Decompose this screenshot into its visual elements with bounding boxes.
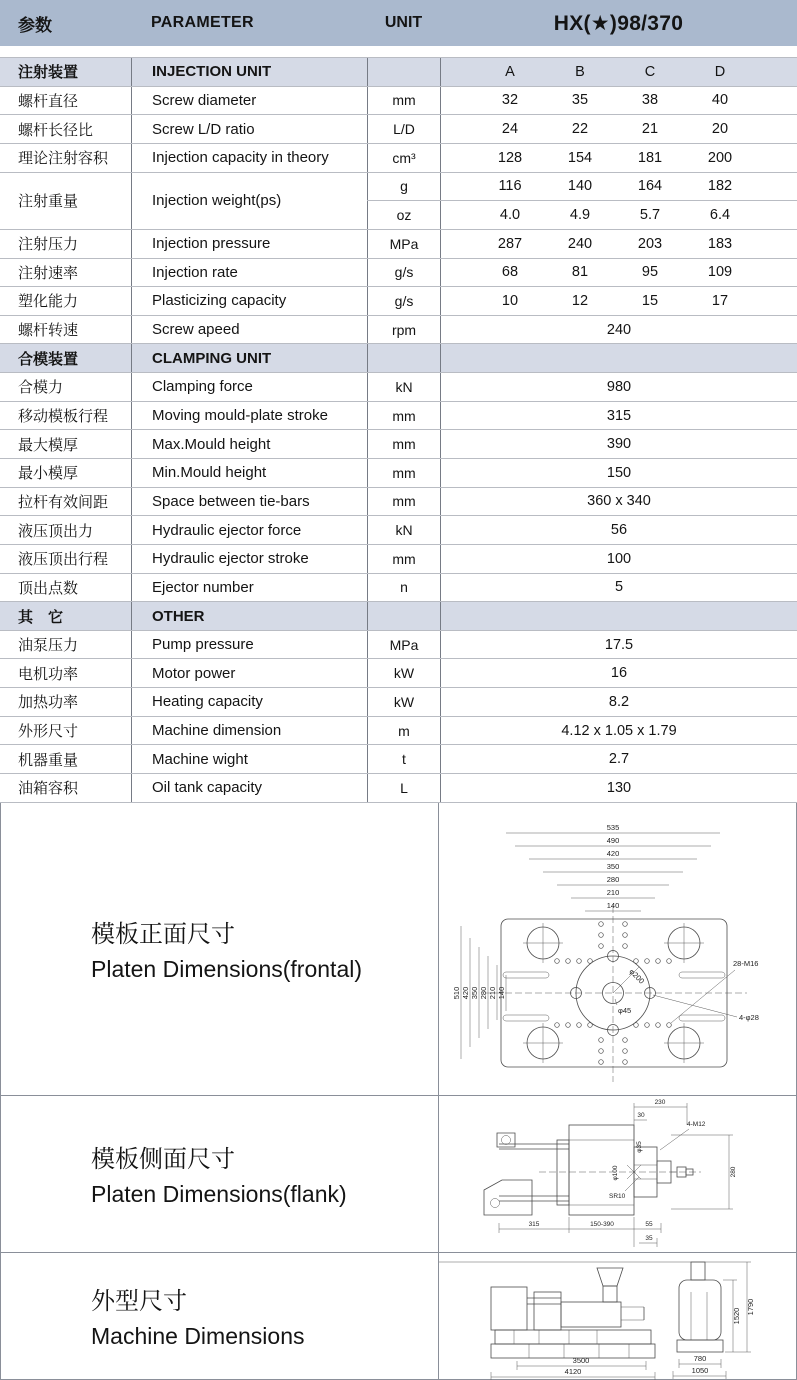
unit-cell: mm	[367, 459, 440, 487]
machine-title-cn: 外型尺寸	[91, 1288, 187, 1316]
param-name-en: Injection weight(ps)	[131, 173, 367, 229]
value-span: 56	[440, 516, 797, 544]
column-letters	[440, 58, 797, 86]
dim-label: 210	[606, 888, 620, 898]
unit-cell: mm	[367, 87, 440, 115]
value-span: 100	[440, 545, 797, 573]
dim-label: 315	[528, 1221, 540, 1229]
table-row	[0, 230, 797, 259]
table-row	[0, 402, 797, 431]
unit-cell: g/s	[367, 259, 440, 287]
frontal-platen-label	[1, 803, 439, 1095]
table-row	[0, 488, 797, 517]
row-values	[440, 287, 797, 315]
value-cell: 200	[707, 149, 733, 166]
unit-cell: g/s	[367, 287, 440, 315]
value-cell: 109	[707, 264, 733, 281]
phi100-label: φ100	[612, 1165, 619, 1181]
param-name-cn: 移动模板行程	[18, 408, 109, 426]
section-name-en: OTHER	[131, 602, 367, 630]
section-row	[0, 58, 797, 87]
param-name-cn: 螺杆长径比	[18, 121, 94, 139]
param-name-cn: 拉杆有效间距	[18, 493, 109, 511]
dual-unit-row	[367, 173, 797, 202]
flank-platen-diagram	[439, 1095, 796, 1252]
param-name-cn: 最小模厚	[18, 465, 79, 483]
dim-label: 1050	[691, 1365, 709, 1375]
value-cell: 21	[641, 121, 659, 138]
param-name-cn: 电机功率	[18, 665, 79, 683]
value-cell: 4.0	[499, 207, 521, 224]
machine-dims-art	[439, 1253, 796, 1379]
param-name-en: Machine wight	[131, 745, 367, 773]
phi35-label: φ35	[636, 1141, 643, 1153]
row-values	[440, 259, 797, 287]
table-row	[0, 144, 797, 173]
unit-cell: mm	[367, 402, 440, 430]
dim-label: 420	[606, 849, 620, 859]
value-span: 130	[440, 774, 797, 802]
row-values	[440, 173, 797, 201]
machine-dims-label	[1, 1253, 439, 1379]
param-name-cn: 液压顶出行程	[18, 551, 109, 569]
flank-platen-block	[1, 1096, 796, 1253]
dim-label: 140	[497, 986, 506, 1000]
unit-cell: mm	[367, 488, 440, 516]
table-row	[0, 287, 797, 316]
row-values	[440, 87, 797, 115]
value-cell: 287	[497, 235, 523, 252]
param-name-cn: 合模力	[18, 379, 64, 397]
param-name-en: Injection rate	[131, 259, 367, 287]
section-values-cell	[440, 344, 797, 372]
dim-label: 1520	[732, 1307, 741, 1325]
param-name-cn: 理论注射容积	[18, 150, 109, 168]
param-name-cn: 螺杆转速	[18, 322, 79, 340]
unit-cell: kN	[367, 516, 440, 544]
column-letter: D	[714, 63, 726, 80]
param-name-en: Clamping force	[131, 373, 367, 401]
dim-label: 140	[606, 901, 620, 911]
holes-phi28-label: 4-φ28	[739, 1013, 759, 1023]
table-row	[0, 87, 797, 116]
dim-label: 350	[470, 986, 479, 1000]
param-name-en: Space between tie-bars	[131, 488, 367, 516]
value-span: 360 x 340	[440, 488, 797, 516]
value-span: 4.12 x 1.05 x 1.79	[440, 717, 797, 745]
unit-cell: cm³	[367, 144, 440, 172]
value-cell: 38	[641, 92, 659, 109]
flank-title-cn: 模板侧面尺寸	[91, 1146, 235, 1174]
section-name-cn: 合模装置	[18, 350, 79, 368]
table-row	[0, 631, 797, 660]
frontal-platen-block	[1, 803, 796, 1096]
diagrams-section	[0, 803, 797, 1380]
param-name-cn: 机器重量	[18, 751, 79, 769]
dim-label: 280	[730, 1166, 737, 1178]
sr10-label: SR10	[609, 1193, 626, 1201]
value-cell: 203	[637, 235, 663, 252]
table-row	[0, 745, 797, 774]
value-cell: 10	[501, 292, 519, 309]
dim-label: 280	[479, 986, 488, 1000]
param-name-cn: 注射压力	[18, 236, 79, 254]
dim-label: 510	[452, 986, 461, 1000]
frontal-title-en: Platen Dimensions(frontal)	[91, 956, 363, 983]
table-row	[0, 430, 797, 459]
table-row	[0, 316, 797, 345]
flank-platen-label	[1, 1096, 439, 1252]
table-row	[0, 516, 797, 545]
dual-unit-wrap	[367, 173, 797, 229]
param-name-cn: 加热功率	[18, 694, 79, 712]
param-name-en: Plasticizing capacity	[131, 287, 367, 315]
value-cell: 6.4	[709, 207, 731, 224]
column-letter: B	[575, 63, 585, 80]
param-name-cn: 顶出点数	[18, 579, 79, 597]
section-unit-cell	[367, 602, 440, 630]
value-cell: 4.9	[569, 207, 591, 224]
param-name-en: Pump pressure	[131, 631, 367, 659]
frontal-platen-diagram	[439, 802, 796, 1095]
dim-label: 780	[693, 1353, 707, 1363]
dim-label: 210	[488, 986, 497, 1000]
value-span: 150	[440, 459, 797, 487]
value-cell: 68	[501, 264, 519, 281]
frontal-title-cn: 模板正面尺寸	[91, 921, 235, 949]
table-row	[0, 659, 797, 688]
value-cell: 183	[707, 235, 733, 252]
param-name-en: Oil tank capacity	[131, 774, 367, 802]
value-span: 240	[440, 316, 797, 344]
table-row	[0, 259, 797, 288]
section-unit-cell	[367, 58, 440, 86]
param-name-cn: 注射速率	[18, 264, 79, 282]
value-cell: 182	[707, 178, 733, 195]
machine-title-en: Machine Dimensions	[91, 1323, 305, 1350]
value-cell: 35	[571, 92, 589, 109]
value-cell: 15	[641, 292, 659, 309]
flank-title-en: Platen Dimensions(flank)	[91, 1181, 347, 1208]
section-values-cell	[440, 602, 797, 630]
table-header	[0, 0, 797, 46]
value-cell: 81	[571, 264, 589, 281]
value-cell: 20	[711, 121, 729, 138]
unit-cell: L/D	[367, 115, 440, 143]
dim-label: 350	[606, 862, 620, 872]
frontal-platen-art	[439, 803, 796, 1095]
column-letter: A	[505, 63, 515, 80]
value-cell: 40	[711, 92, 729, 109]
table-row	[0, 774, 797, 803]
param-name-cn: 注射重量	[18, 193, 79, 211]
param-name-en: Max.Mould height	[131, 430, 367, 458]
header-param-cn: 参数	[18, 15, 52, 35]
unit-cell: t	[367, 745, 440, 773]
value-cell: 12	[571, 292, 589, 309]
section-unit-cell	[367, 344, 440, 372]
dim-label: 535	[606, 823, 620, 833]
dim-label: 1790	[746, 1298, 755, 1316]
dim-label: 420	[461, 986, 470, 1000]
value-cell: 22	[571, 121, 589, 138]
value-cell: 5.7	[639, 207, 661, 224]
unit-cell: rpm	[367, 316, 440, 344]
unit-cell: mm	[367, 430, 440, 458]
row-values	[440, 230, 797, 258]
value-span: 5	[440, 574, 797, 602]
unit-cell: n	[367, 574, 440, 602]
value-cell: 240	[567, 235, 593, 252]
dim-label: 280	[606, 875, 620, 885]
dual-unit-row	[367, 201, 797, 229]
value-span: 8.2	[440, 688, 797, 716]
unit-cell: g	[367, 173, 440, 201]
value-span: 2.7	[440, 745, 797, 773]
dim-label: 4120	[564, 1366, 582, 1376]
param-name-en: Min.Mould height	[131, 459, 367, 487]
value-cell: 24	[501, 121, 519, 138]
value-cell: 181	[637, 149, 663, 166]
param-name-en: Ejector number	[131, 574, 367, 602]
section-name-en: INJECTION UNIT	[131, 58, 367, 86]
unit-cell: MPa	[367, 631, 440, 659]
section-row	[0, 344, 797, 373]
value-cell: 154	[567, 149, 593, 166]
unit-cell: L	[367, 774, 440, 802]
header-param-en: PARAMETER	[151, 14, 254, 31]
column-letter: C	[644, 63, 656, 80]
param-name-en: Screw diameter	[131, 87, 367, 115]
table-row	[0, 574, 797, 603]
param-name-cn: 螺杆直径	[18, 92, 79, 110]
param-name-cn: 油箱容积	[18, 780, 79, 798]
value-cell: 17	[711, 292, 729, 309]
table-row	[0, 459, 797, 488]
value-cell: 140	[567, 178, 593, 195]
unit-cell: m	[367, 717, 440, 745]
value-cell: 164	[637, 178, 663, 195]
unit-cell: oz	[367, 201, 440, 229]
row-values	[440, 115, 797, 143]
param-name-en: Hydraulic ejector force	[131, 516, 367, 544]
param-name-en: Hydraulic ejector stroke	[131, 545, 367, 573]
table-row	[0, 717, 797, 746]
param-name-cn: 最大模厚	[18, 436, 79, 454]
table-row	[0, 545, 797, 574]
dim-label: 150-390	[590, 1221, 614, 1229]
table-row	[0, 173, 797, 230]
dim-label: 230	[654, 1099, 666, 1107]
value-span: 980	[440, 373, 797, 401]
m12-label: 4-M12	[687, 1121, 706, 1129]
section-name-en: CLAMPING UNIT	[131, 344, 367, 372]
param-name-cn: 塑化能力	[18, 293, 79, 311]
param-name-en: Heating capacity	[131, 688, 367, 716]
unit-cell: kW	[367, 688, 440, 716]
center-hole-label: φ45	[618, 1006, 632, 1016]
dim-label: 55	[645, 1221, 653, 1229]
ring-dia-label: φ200	[627, 967, 647, 986]
param-name-cn: 油泵压力	[18, 637, 79, 655]
machine-dims-diagram	[439, 1252, 796, 1380]
unit-cell: kN	[367, 373, 440, 401]
param-name-cn: 外形尺寸	[18, 723, 79, 741]
dim-label: 3500	[572, 1355, 590, 1365]
table-row	[0, 115, 797, 144]
table-row	[0, 373, 797, 402]
param-name-en: Moving mould-plate stroke	[131, 402, 367, 430]
param-name-en: Injection pressure	[131, 230, 367, 258]
flank-platen-art	[439, 1096, 796, 1252]
value-span: 315	[440, 402, 797, 430]
section-name-cn: 其 它	[18, 608, 64, 626]
param-name-en: Injection capacity in theory	[131, 144, 367, 172]
value-span: 16	[440, 659, 797, 687]
value-cell: 128	[497, 149, 523, 166]
unit-cell: MPa	[367, 230, 440, 258]
unit-cell: kW	[367, 659, 440, 687]
header-gap	[0, 46, 797, 57]
spec-table-rows	[0, 57, 797, 803]
param-name-en: Screw L/D ratio	[131, 115, 367, 143]
row-values	[440, 144, 797, 172]
section-name-cn: 注射装置	[18, 64, 79, 82]
unit-cell: mm	[367, 545, 440, 573]
row-values	[440, 201, 797, 229]
machine-dims-block	[1, 1253, 796, 1379]
param-name-cn: 液压顶出力	[18, 522, 94, 540]
param-name-en: Screw apeed	[131, 316, 367, 344]
table-row	[0, 688, 797, 717]
value-cell: 95	[641, 264, 659, 281]
dim-label: 30	[637, 1112, 645, 1120]
value-cell: 32	[501, 92, 519, 109]
param-name-en: Motor power	[131, 659, 367, 687]
dim-label: 35	[645, 1235, 653, 1243]
param-name-en: Machine dimension	[131, 717, 367, 745]
holes-m16-label: 28-M16	[733, 959, 759, 969]
value-cell: 116	[498, 178, 522, 195]
dim-label: 490	[606, 836, 620, 846]
header-unit: UNIT	[384, 14, 423, 31]
header-model: HX(★)98/370	[553, 11, 684, 35]
value-span: 390	[440, 430, 797, 458]
value-span: 17.5	[440, 631, 797, 659]
section-row	[0, 602, 797, 631]
